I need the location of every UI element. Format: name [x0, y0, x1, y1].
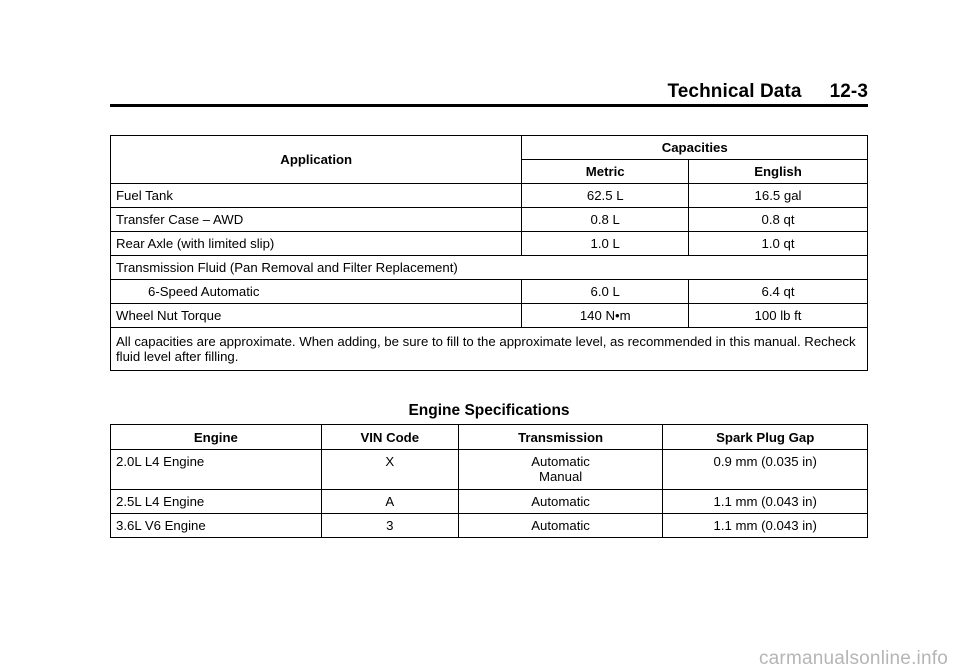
cell-engine: 2.0L L4 Engine [111, 450, 322, 490]
cell-application: Transfer Case – AWD [111, 208, 522, 232]
table-row [111, 184, 868, 208]
transmission-option: Manual [538, 469, 583, 484]
cell-application: 6-Speed Automatic [111, 280, 522, 304]
table-row [111, 280, 868, 304]
cell-vin-code: X [321, 450, 458, 490]
header-application: Application [111, 136, 522, 184]
cell-english: 100 lb ft [689, 304, 868, 328]
transmission-group-row [111, 256, 868, 280]
header-text [667, 81, 868, 103]
cell-metric: 6.0 L [522, 280, 689, 304]
cell-metric: 140 N•m [522, 304, 689, 328]
table-row [111, 232, 868, 256]
cell-metric: 0.8 L [522, 208, 689, 232]
watermark: carmanualsonline.info [758, 648, 948, 669]
cell-english: 1.0 qt [689, 232, 868, 256]
header-english: English [689, 160, 868, 184]
engine-specs-table [110, 424, 868, 538]
cell-spark-plug-gap: 1.1 mm (0.043 in) [663, 514, 868, 538]
cell-application: Wheel Nut Torque [111, 304, 522, 328]
cell-spark-plug-gap: 1.1 mm (0.043 in) [663, 490, 868, 514]
header-transmission: Transmission [458, 425, 663, 450]
cell-engine: 2.5L L4 Engine [111, 490, 322, 514]
table-row [111, 208, 868, 232]
cell-metric: 1.0 L [522, 232, 689, 256]
table-row [111, 490, 868, 514]
cell-metric: 62.5 L [522, 184, 689, 208]
note-row [111, 328, 868, 371]
capacities-note: All capacities are approximate. When adding, be sure to fill to the approximate level, as recommended in this manual. Recheck fluid level after filling. [111, 328, 868, 371]
cell-transmission: Automatic [458, 490, 663, 514]
capacities-table [110, 135, 868, 371]
cell-english: 0.8 qt [689, 208, 868, 232]
capacities-header-row [111, 136, 868, 160]
header-vin-code: VIN Code [321, 425, 458, 450]
cell-engine: 3.6L V6 Engine [111, 514, 322, 538]
transmission-option: Automatic [531, 454, 590, 469]
cell-application: Fuel Tank [111, 184, 522, 208]
section-title: Technical Data [667, 81, 802, 102]
page-header [110, 80, 868, 107]
header-capacities: Capacities [522, 136, 868, 160]
table-row [111, 514, 868, 538]
header-metric: Metric [522, 160, 689, 184]
cell-application: Rear Axle (with limited slip) [111, 232, 522, 256]
cell-vin-code: A [321, 490, 458, 514]
table-row [111, 304, 868, 328]
page-number: 12-3 [829, 81, 868, 102]
header-spark-plug-gap: Spark Plug Gap [663, 425, 868, 450]
cell-transmission: Automatic [458, 514, 663, 538]
cell-english: 6.4 qt [689, 280, 868, 304]
cell-transmission [458, 450, 663, 490]
engine-header-row [111, 425, 868, 450]
table-row [111, 450, 868, 490]
transmission-group-label: Transmission Fluid (Pan Removal and Filter Replacement) [111, 256, 868, 280]
header-engine: Engine [111, 425, 322, 450]
engine-specs-title: Engine Specifications [408, 402, 570, 419]
cell-english: 16.5 gal [689, 184, 868, 208]
cell-spark-plug-gap: 0.9 mm (0.035 in) [663, 450, 868, 490]
cell-vin-code: 3 [321, 514, 458, 538]
